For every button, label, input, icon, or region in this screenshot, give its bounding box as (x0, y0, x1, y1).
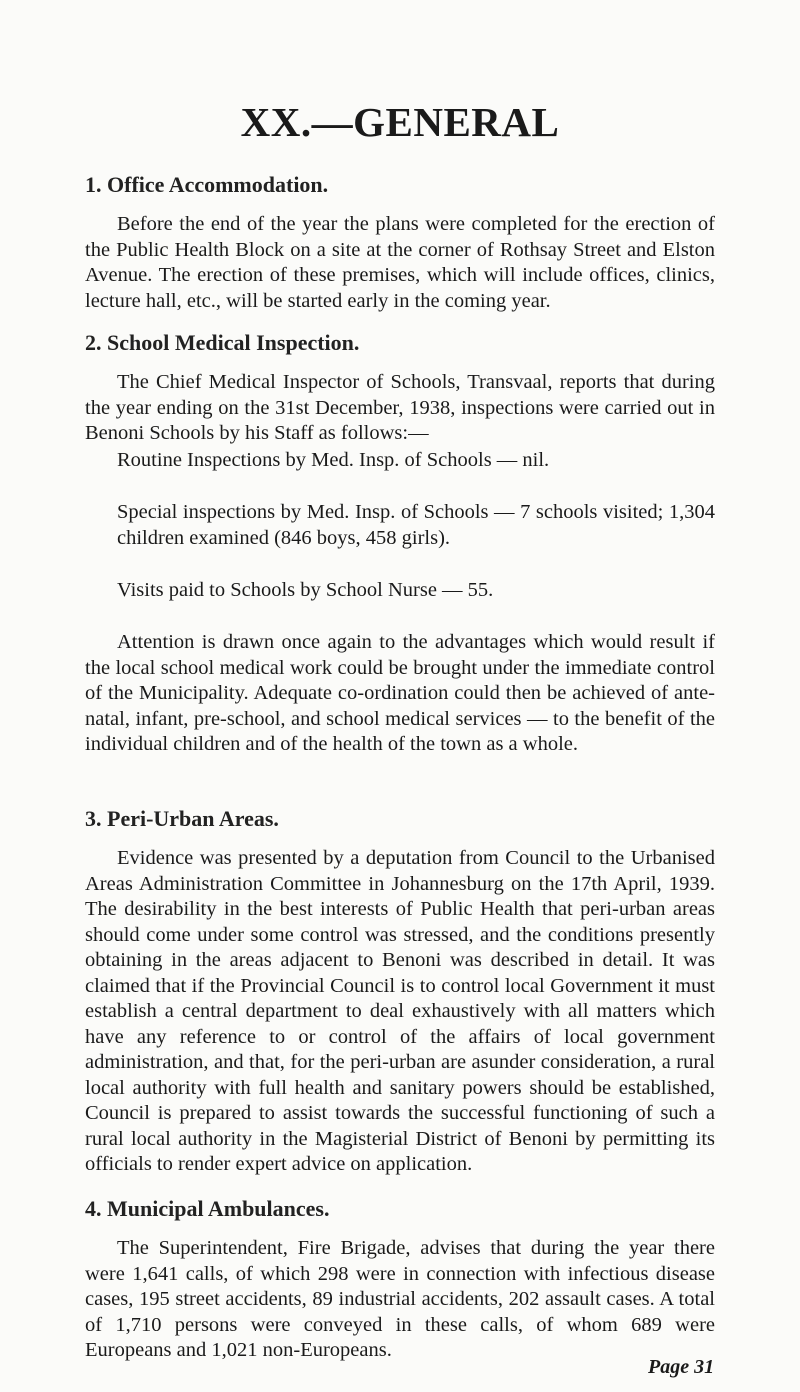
section-heading-office-accommodation: 1. Office Accommodation. (85, 172, 329, 197)
paragraph-school-nurse-visits: Visits paid to Schools by School Nurse — 55. (117, 579, 494, 601)
paragraph-routine-inspections: Routine Inspections by Med. Insp. of Schools — nil. (117, 449, 550, 471)
paragraph-municipal-ambulances: The Superintendent, Fire Brigade, advises that during the year there were 1,641 calls, of which 298 were in connection with infectious disease cases, 195 street accidents, 89 industrial accidents, 202 assault cases. A total of 1,710 persons were conveyed in these calls, of whom 689 were Europeans and 1,021 non-Europeans. (85, 1237, 715, 1361)
paragraph-office-accommodation: Before the end of the year the plans were completed for the erection of the Public Health Block on a site at the corner of Rothsay Street and Elston Avenue. The erection of these premises, which will include offices, clinics, lecture hall, etc., will be started early in the coming year. (85, 213, 715, 312)
paragraph-special-inspections: Special inspections by Med. Insp. of Schools — 7 schools visited; 1,304 children examined (846 boys, 458 girls). (117, 501, 715, 549)
page-number: Page 31 (648, 1356, 715, 1378)
section-heading-municipal-ambulances: 4. Municipal Ambulances. (85, 1196, 330, 1221)
paragraph-school-attention: Attention is drawn once again to the advantages which would result if the local school medical work could be brought under the immediate control of the Municipality. Adequate co-ordination could then be achieved of ante-natal, infant, pre-school, and school medical services — to the benefit of the individual children and of the health of the town as a whole. (85, 631, 715, 755)
paragraph-peri-urban-areas: Evidence was presented by a deputation from Council to the Urbanised Areas Administration Committee in Johannesburg on the 17th April, 1939. The desirability in the best interests of Public Health that peri-urban areas should come under some control was stressed, and the conditions presently obtaining in the areas adjacent to Benoni was described in detail. It was claimed that if the Provincial Council is to control local Government it must establish a central department to deal exhaustively with all matters which have any reference to or control of the affairs of local government administration, and that, for the peri-urban are asunder consideration, a rural local authority with full health and sanitary powers should be established, Council is prepared to assist towards the successful functioning of such a rural local authority in the Magisterial District of Benoni by permitting its officials to render expert advice on application. (85, 847, 715, 1175)
section-heading-school-medical-inspection: 2. School Medical Inspection. (85, 330, 360, 355)
section-heading-peri-urban-areas: 3. Peri-Urban Areas. (85, 806, 279, 831)
page-title: XX.—GENERAL (240, 99, 560, 145)
paragraph-school-inspection-intro: The Chief Medical Inspector of Schools, Transvaal, reports that during the year ending on the 31st December, 1938, inspections were carried out in Benoni Schools by his Staff as follows:— (85, 371, 715, 444)
